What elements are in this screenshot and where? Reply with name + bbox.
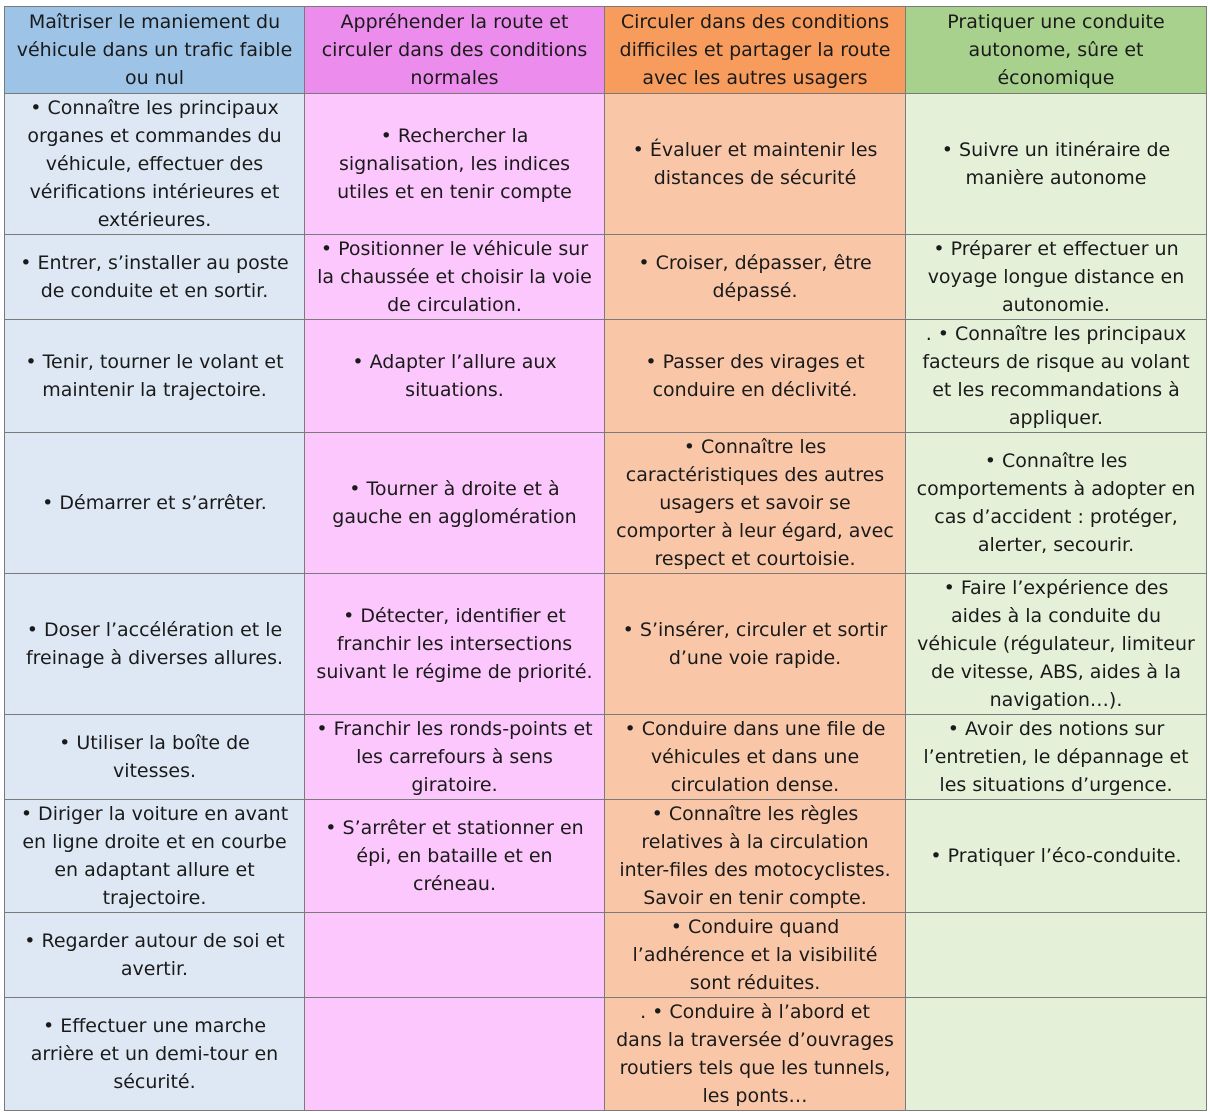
table-cell: • S’insérer, circuler et sortir d’une voie rapide. [605, 574, 906, 715]
table-cell: • Conduire dans une file de véhicules et dans une circulation dense. [605, 715, 906, 800]
table-cell: . • Conduire à l’abord et dans la traversée d’ouvrages routiers tels que les tunnels, les ponts… [605, 998, 906, 1111]
table-cell: • Entrer, s’installer au poste de conduite et en sortir. [5, 235, 305, 320]
table-row [5, 94, 1207, 235]
table-cell: • Suivre un itinéraire de manière autonome [906, 94, 1207, 235]
table-cell [305, 998, 605, 1111]
table-cell: • Tenir, tourner le volant et maintenir la trajectoire. [5, 320, 305, 433]
table-cell: • Pratiquer l’éco-conduite. [906, 800, 1207, 913]
header-cell: Pratiquer une conduite autonome, sûre et économique [906, 7, 1207, 94]
table-cell: • Évaluer et maintenir les distances de sécurité [605, 94, 906, 235]
header-cell: Circuler dans des conditions difficiles et partager la route avec les autres usagers [605, 7, 906, 94]
table-row [5, 998, 1207, 1111]
table-cell: • Positionner le véhicule sur la chaussée et choisir la voie de circulation. [305, 235, 605, 320]
table-row [5, 235, 1207, 320]
table-cell: • Conduire quand l’adhérence et la visibilité sont réduites. [605, 913, 906, 998]
table-cell: • Passer des virages et conduire en déclivité. [605, 320, 906, 433]
table-cell: • Adapter l’allure aux situations. [305, 320, 605, 433]
table-cell [305, 913, 605, 998]
header-row [5, 7, 1207, 94]
table-cell: • Croiser, dépasser, être dépassé. [605, 235, 906, 320]
table-row [5, 800, 1207, 913]
table-cell: • Connaître les caractéristiques des autres usagers et savoir se comporter à leur égard, avec respect et courtoisie. [605, 433, 906, 574]
header-cell: Maîtriser le maniement du véhicule dans un trafic faible ou nul [5, 7, 305, 94]
table-cell: • Franchir les ronds-points et les carrefours à sens giratoire. [305, 715, 605, 800]
table-row [5, 574, 1207, 715]
table-cell [906, 913, 1207, 998]
table-cell: • Détecter, identifier et franchir les intersections suivant le régime de priorité. [305, 574, 605, 715]
table-cell: • Avoir des notions sur l’entretien, le dépannage et les situations d’urgence. [906, 715, 1207, 800]
table-cell: • Connaître les comportements à adopter en cas d’accident : protéger, alerter, secourir. [906, 433, 1207, 574]
table-row [5, 715, 1207, 800]
table-cell: • S’arrêter et stationner en épi, en bataille et en créneau. [305, 800, 605, 913]
table-cell: • Effectuer une marche arrière et un demi-tour en sécurité. [5, 998, 305, 1111]
table-cell: • Préparer et effectuer un voyage longue distance en autonomie. [906, 235, 1207, 320]
table-row [5, 433, 1207, 574]
table-row [5, 913, 1207, 998]
table-cell: • Connaître les principaux organes et commandes du véhicule, effectuer des vérifications intérieures et extérieures. [5, 94, 305, 235]
table-cell: • Doser l’accélération et le freinage à diverses allures. [5, 574, 305, 715]
table-cell: • Rechercher la signalisation, les indices utiles et en tenir compte [305, 94, 605, 235]
table-cell: . • Connaître les principaux facteurs de risque au volant et les recommandations à appliquer. [906, 320, 1207, 433]
table-row [5, 320, 1207, 433]
header-cell: Appréhender la route et circuler dans des conditions normales [305, 7, 605, 94]
table-cell: • Diriger la voiture en avant en ligne droite et en courbe en adaptant allure et trajectoire. [5, 800, 305, 913]
table-cell: • Regarder autour de soi et avertir. [5, 913, 305, 998]
competency-table [4, 6, 1207, 1111]
table-cell: • Démarrer et s’arrêter. [5, 433, 305, 574]
table-cell: • Faire l’expérience des aides à la conduite du véhicule (régulateur, limiteur de vitesse, ABS, aides à la navigation…). [906, 574, 1207, 715]
table-cell [906, 998, 1207, 1111]
table-cell: • Tourner à droite et à gauche en agglomération [305, 433, 605, 574]
table-cell: • Connaître les règles relatives à la circulation inter-files des motocyclistes. Savoir en tenir compte. [605, 800, 906, 913]
table-cell: • Utiliser la boîte de vitesses. [5, 715, 305, 800]
